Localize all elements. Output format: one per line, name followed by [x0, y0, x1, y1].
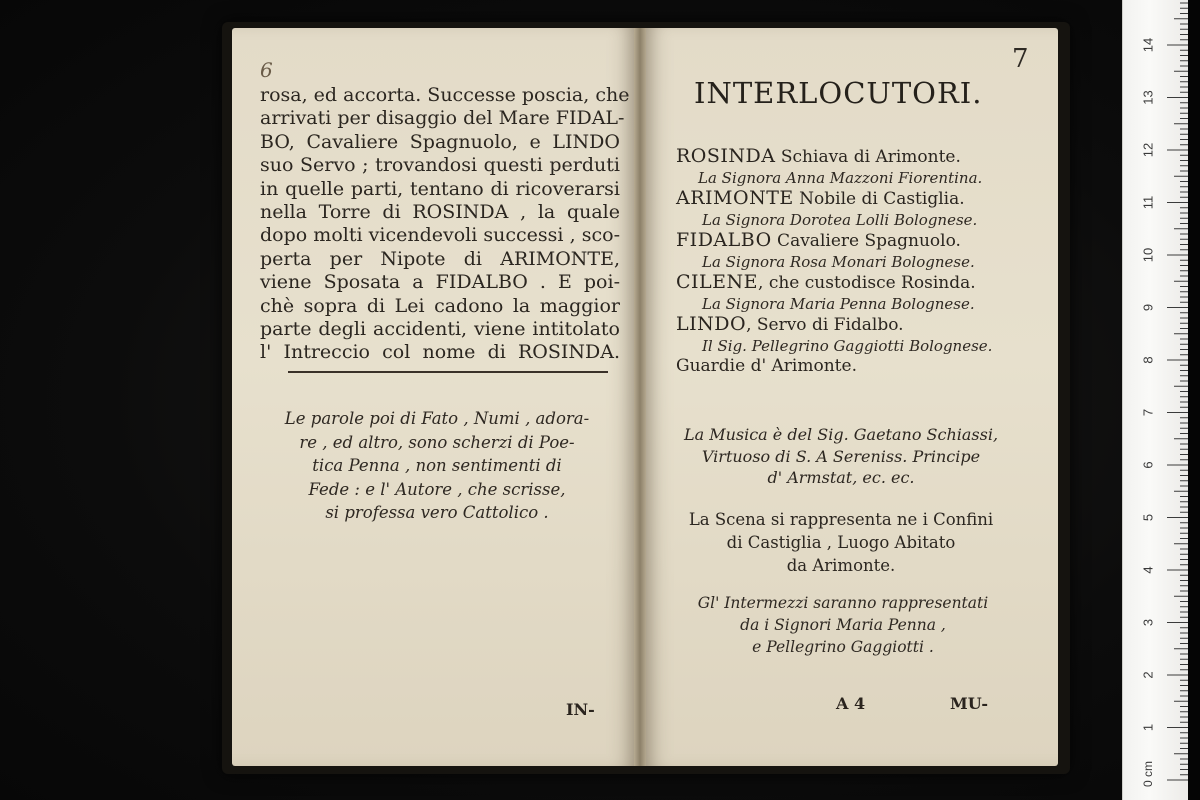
- note-text-line: Le parole poi di Fato , Numi , adora-: [284, 409, 590, 428]
- cast-actor: La Signora Maria Penna Bolognese.: [702, 295, 975, 313]
- ruler-number: 1: [1140, 723, 1156, 732]
- book-gutter: [634, 28, 646, 766]
- scene-setting: [674, 508, 1008, 577]
- ruler-number: 7: [1140, 408, 1156, 417]
- body-text-line: parte degli accidenti, viene intitolato: [260, 318, 620, 341]
- body-text-line: nella Torre di ROSINDA , la quale: [260, 201, 620, 224]
- ruler-number: 2: [1140, 671, 1156, 679]
- cast-role-name: ROSINDA: [676, 145, 776, 167]
- note-text-line: si professa vero Cattolico .: [325, 503, 549, 523]
- cast-role: [676, 272, 1016, 294]
- body-text-line: arrivati per disaggio del Mare FIDAL-: [260, 107, 625, 130]
- ruler-unit-label: 0 cm: [1141, 760, 1156, 788]
- left-page-note: [278, 407, 596, 525]
- cast-role: [676, 230, 1016, 252]
- body-text-line: rosa, ed accorta. Successe poscia, che: [260, 84, 630, 106]
- cast-actor: La Signora Anna Mazzoni Fiorentina.: [698, 169, 983, 187]
- cast-role-name: ARIMONTE: [676, 187, 794, 209]
- right-catchword: MU-: [950, 694, 989, 713]
- ruler-number: 9: [1140, 303, 1156, 312]
- ruler-number: 13: [1140, 90, 1156, 105]
- page-title: INTERLOCUTORI.: [694, 76, 983, 110]
- right-folio-number: 7: [1012, 44, 1029, 74]
- body-text-line: viene Sposata a FIDALBO . E poi-: [260, 271, 620, 294]
- note-text-line: re , ed altro, sono scherzi di Poe-: [299, 432, 575, 452]
- cast-actor: La Signora Dorotea Lolli Bolognese.: [702, 211, 978, 229]
- intermezzi-text-line: da i Signori Maria Penna ,: [740, 616, 946, 634]
- cast-actor: La Signora Rosa Monari Bolognese.: [702, 253, 975, 271]
- horizontal-rule: [288, 371, 608, 373]
- left-page-body-text: [260, 84, 630, 365]
- cast-role-description: , che custodisce Rosinda.: [758, 273, 976, 293]
- measuring-ruler: [1122, 0, 1189, 800]
- cast-role-description: , Servo di Fidalbo.: [746, 315, 904, 335]
- cast-list: [676, 146, 1016, 377]
- cast-role: [676, 314, 1016, 336]
- music-text-line: Virtuoso di S. A Sereniss. Principe: [701, 446, 981, 466]
- ruler-number: 14: [1140, 37, 1156, 53]
- left-catchword: IN-: [566, 700, 595, 719]
- intermezzi-credit: [678, 592, 1008, 658]
- ruler-number: 6: [1140, 461, 1156, 469]
- ruler-number: 5: [1140, 513, 1156, 522]
- music-text-line: d' Armstat, ec. ec.: [767, 468, 915, 487]
- scene-text-line: La Scena si rappresenta ne i Confini: [688, 510, 994, 529]
- body-text-line: l' Intreccio col nome di ROSINDA.: [260, 341, 620, 364]
- body-text-line: in quelle parti, tentano di ricoverarsi: [260, 177, 620, 200]
- ruler-shadow: [1188, 0, 1200, 800]
- cast-role-description: Cavaliere Spagnuolo.: [771, 231, 961, 251]
- body-text-line: BO, Cavaliere Spagnuolo, e LINDO: [260, 130, 620, 153]
- ruler-number: 11: [1140, 195, 1156, 210]
- cast-actor: Il Sig. Pellegrino Gaggiotti Bolognese.: [702, 337, 993, 355]
- cast-role: [676, 146, 1016, 168]
- ruler-number: 8: [1140, 356, 1156, 364]
- signature-mark: A 4: [836, 694, 866, 713]
- scene-text-line: da Arimonte.: [786, 556, 896, 575]
- body-text-line: chè sopra di Lei cadono la maggior: [260, 294, 620, 317]
- intermezzi-text-line: Gl' Intermezzi saranno rappresentati: [697, 594, 989, 612]
- cast-role-name: FIDALBO: [676, 229, 772, 251]
- cast-role: [676, 188, 1016, 210]
- body-text-line: dopo molti vicendevoli successi , sco-: [260, 224, 620, 247]
- body-text-line: suo Servo ; trovandosi questi perduti: [260, 154, 620, 177]
- scene-text-line: di Castiglia , Luogo Abitato: [726, 533, 956, 552]
- ruler-number: 4: [1140, 566, 1156, 574]
- note-text-line: Fede : e l' Autore , che scrisse,: [308, 479, 566, 499]
- cast-role-description: Nobile di Castiglia.: [793, 189, 965, 209]
- ruler-number: 10: [1140, 247, 1156, 263]
- cast-role-description: Schiava di Arimonte.: [775, 147, 961, 167]
- body-text-line: perta per Nipote di ARIMONTE,: [260, 247, 620, 270]
- cast-role-name: LINDO: [676, 313, 747, 335]
- music-text-line: La Musica è del Sig. Gaetano Schiassi,: [683, 425, 999, 444]
- cast-role-name: CILENE: [676, 271, 759, 293]
- cast-guards: Guardie d' Arimonte.: [676, 356, 857, 376]
- left-folio-number: 6: [260, 58, 273, 82]
- ruler-number: 12: [1140, 142, 1156, 158]
- intermezzi-text-line: e Pellegrino Gaggiotti .: [752, 638, 934, 656]
- music-credit: [676, 424, 1006, 489]
- ruler-number: 3: [1140, 618, 1156, 627]
- ruler-scale: [1123, 0, 1189, 800]
- note-text-line: tica Penna , non sentimenti di: [312, 456, 562, 476]
